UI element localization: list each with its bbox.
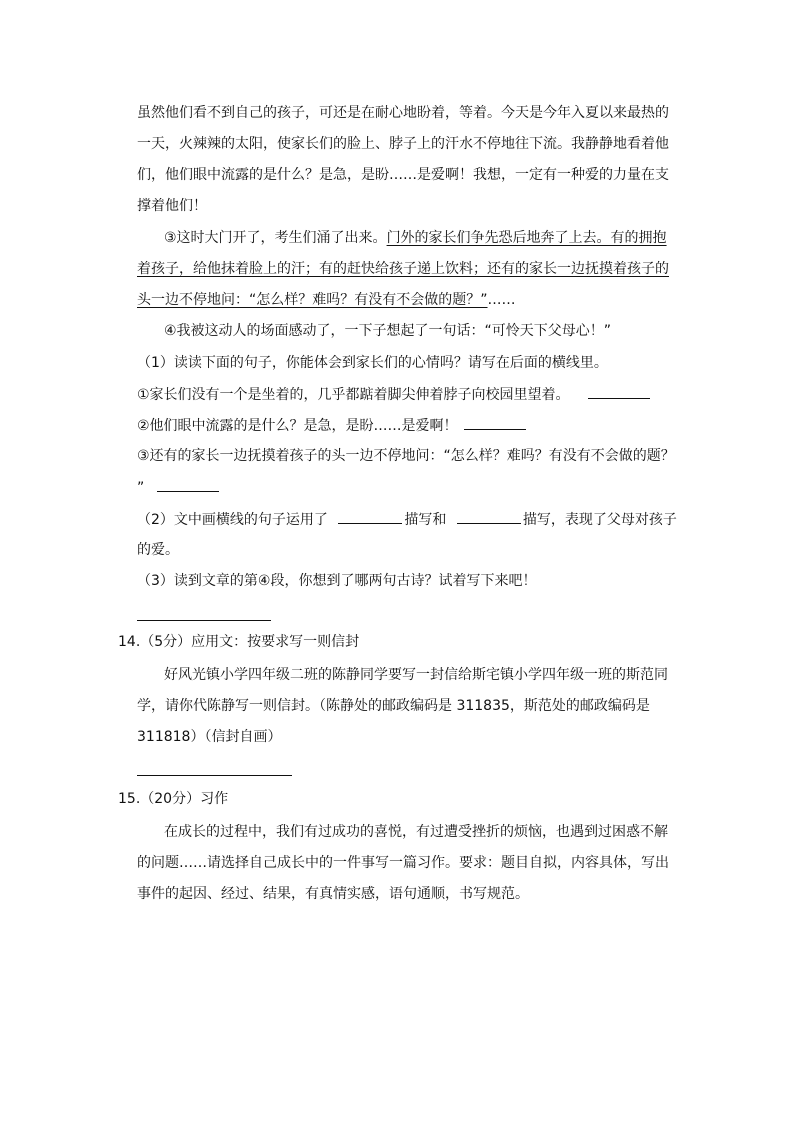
plain-text: …… <box>487 292 516 308</box>
answer-line[interactable] <box>137 620 271 621</box>
question-1-sentence-3-continued <box>137 477 219 498</box>
question-2 <box>137 509 677 530</box>
underlined-text: 着孩子，给他抹着脸上的汗；有的赶快给孩子递上饮料；还有的家长一边抚摸着孩子的 <box>137 261 669 277</box>
passage-line: 撑着他们！ <box>137 198 207 214</box>
question-15-text: 事件的起因、经过、结果，有真情实感，语句通顺，书写规范。 <box>137 886 529 902</box>
passage-line: 们，他们眼中流露的是什么？是急，是盼……是爱啊！我想，一定有一种爱的力量在支 <box>137 167 669 183</box>
passage-line: 虽然他们看不到自己的孩子，可还是在耐心地盼着，等着。今天是今年入夏以来最热的 <box>137 105 669 121</box>
question-15-text: 的问题……请选择自己成长中的一件事写一篇习作。要求：题目自拟，内容具体，写出 <box>137 855 669 871</box>
answer-blank[interactable] <box>338 509 402 524</box>
passage-paragraph-3-line <box>137 259 669 279</box>
sentence-text: ②他们眼中流露的是什么？是急，是盼……是爱啊！ <box>137 418 458 434</box>
question-14-text: 学，请你代陈静写一则信封。（陈静处的邮政编码是 311835，斯范处的邮政编码是 <box>137 698 650 714</box>
question-14-text: 311818）（信封自画） <box>137 729 282 745</box>
question-1-sentence-1 <box>137 384 650 405</box>
question-14-text: 好风光镇小学四年级二班的陈静同学要写一封信给斯宅镇小学四年级一班的斯范同 <box>164 667 668 683</box>
sentence-text: ” <box>137 480 145 496</box>
sentence-text: ①家长们没有一个是坐着的，几乎都踮着脚尖伸着脖子向校园里望着。 <box>137 387 570 403</box>
question-15-text: 在成长的过程中，我们有过成功的喜悦，有过遭受挫折的烦恼，也遇到过困惑不解 <box>164 824 668 840</box>
question-2-text: （2）文中画横线的句子运用了 <box>137 512 328 528</box>
question-2-continued: 的爱。 <box>137 542 179 558</box>
answer-blank[interactable] <box>457 509 521 524</box>
passage-line: 一天，火辣辣的太阳，使家长们的脸上、脖子上的汗水不停地往下流。我静静地看着他 <box>137 136 669 152</box>
answer-line[interactable] <box>137 775 292 776</box>
underlined-text: 头一边不停地问：“怎么样？难吗？有没有不会做的题？” <box>137 292 488 308</box>
plain-text: ③这时大门开了，考生们涌了出来。 <box>164 230 387 246</box>
underlined-text: 门外的家长们争先恐后地奔了上去。有的拥抱 <box>386 230 667 246</box>
question-14-title: 14.（5分）应用文：按要求写一则信封 <box>118 634 360 650</box>
question-2-text: 描写和 <box>404 512 447 528</box>
question-15-title: 15.（20分）习作 <box>118 791 229 807</box>
question-1-sentence-3: ③还有的家长一边抚摸着孩子的头一边不停地问：“怎么样？难吗？有没有不会做的题？ <box>137 448 675 464</box>
passage-paragraph-3-line <box>164 228 667 248</box>
passage-paragraph-3-line <box>137 290 516 310</box>
question-1-sentence-2 <box>137 415 526 436</box>
question-1-prompt: （1）读读下面的句子，你能体会到家长们的心情吗？请写在后面的横线里。 <box>137 355 608 371</box>
answer-blank[interactable] <box>464 415 526 430</box>
question-2-text: 描写，表现了父母对孩子 <box>522 512 677 528</box>
answer-blank[interactable] <box>588 384 650 399</box>
question-3-prompt: （3）读到文章的第④段，你想到了哪两句古诗？试着写下来吧！ <box>137 573 537 589</box>
answer-blank[interactable] <box>157 477 219 492</box>
passage-paragraph-4: ④我被这动人的场面感动了，一下子想起了一句话：“可怜天下父母心！” <box>164 323 612 339</box>
